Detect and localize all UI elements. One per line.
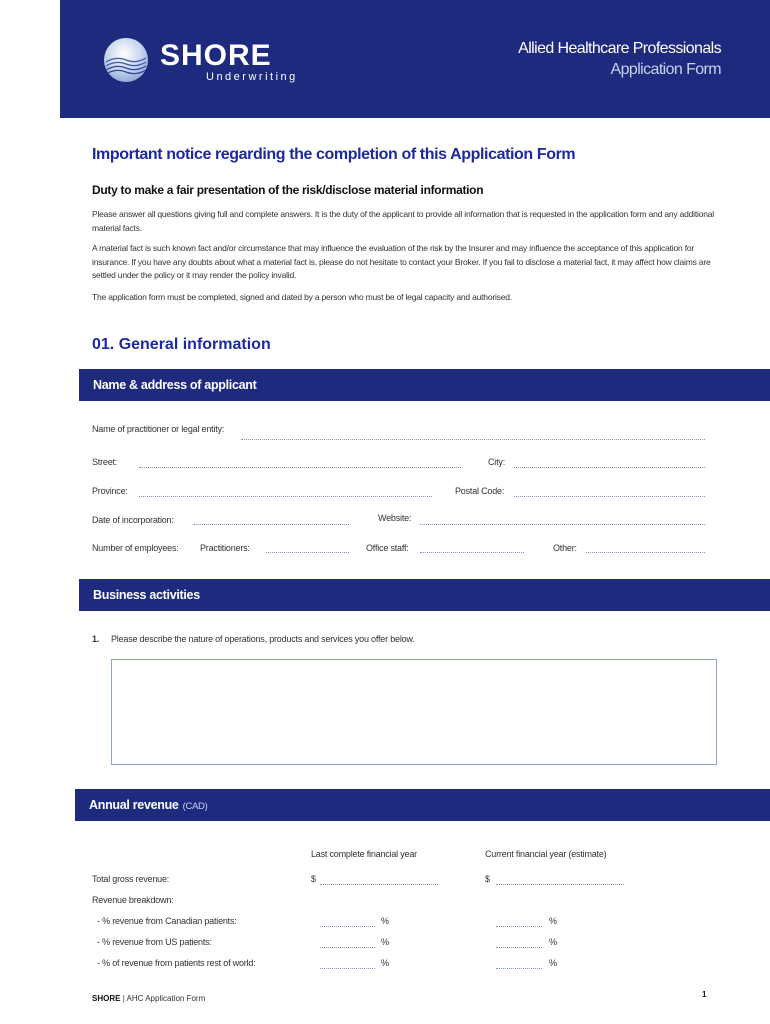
province-label: Province: xyxy=(92,486,128,496)
province-field[interactable] xyxy=(139,496,432,497)
percent-sign: % xyxy=(549,958,557,968)
other-label: Other: xyxy=(553,543,577,553)
world-percent-current-field[interactable] xyxy=(496,968,542,969)
gross-revenue-last-field[interactable] xyxy=(320,884,438,885)
postal-code-field[interactable] xyxy=(514,496,705,497)
section-band-business xyxy=(79,579,770,611)
page-number: 1 xyxy=(702,990,707,999)
question-number: 1. xyxy=(92,634,100,644)
question-text: Please describe the nature of operations, products and services you offer below. xyxy=(111,634,415,644)
notice-paragraph: Please answer all questions giving full and complete answers. It is the duty of the applicant to provide all information that is requested in the application form and any additional material facts. xyxy=(92,209,714,233)
office-staff-field[interactable] xyxy=(420,552,524,553)
employees-label: Number of employees: xyxy=(92,543,179,553)
city-field[interactable] xyxy=(514,467,705,468)
notice-paragraph: The application form must be completed, signed and dated by a person who must be of legal capacity and authorised. xyxy=(92,292,512,302)
percent-sign: % xyxy=(381,916,389,926)
postal-code-label: Postal Code: xyxy=(455,486,505,496)
percent-sign: % xyxy=(549,916,557,926)
duty-heading: Duty to make a fair presentation of the risk/disclose material information xyxy=(92,183,484,197)
other-field[interactable] xyxy=(586,552,705,553)
section-band-applicant xyxy=(79,369,770,401)
canada-percent-last-field[interactable] xyxy=(320,926,375,927)
currency-symbol: $ xyxy=(485,874,490,884)
practitioners-field[interactable] xyxy=(266,552,349,553)
gross-revenue-label: Total gross revenue: xyxy=(92,874,170,884)
gross-revenue-current-field[interactable] xyxy=(496,884,624,885)
practitioners-label: Practitioners: xyxy=(200,543,250,553)
percent-sign: % xyxy=(381,958,389,968)
website-field[interactable] xyxy=(420,524,705,525)
breakdown-label: Revenue breakdown: xyxy=(92,895,174,905)
shore-logo-icon xyxy=(104,38,148,82)
us-percent-last-field[interactable] xyxy=(320,947,375,948)
band-title-wrap xyxy=(89,798,207,812)
header-subtitle: Application Form xyxy=(610,61,721,78)
currency-symbol: $ xyxy=(311,874,316,884)
website-label: Website: xyxy=(378,513,412,523)
col-header-last-year: Last complete financial year xyxy=(311,849,417,859)
notice-title: Important notice regarding the completion of this Application Form xyxy=(92,146,576,163)
band-title: Business activities xyxy=(93,588,200,602)
revenue-row-label: - % revenue from Canadian patients: xyxy=(97,916,237,926)
logo-wordmark: SHORE xyxy=(160,39,272,72)
footer-label xyxy=(92,994,205,1003)
band-title: Annual revenue xyxy=(89,798,179,812)
incorporation-label: Date of incorporation: xyxy=(92,515,174,525)
band-unit: (CAD) xyxy=(182,801,208,812)
col-header-current-year: Current financial year (estimate) xyxy=(485,849,607,859)
revenue-row-label: - % of revenue from patients rest of world: xyxy=(97,958,256,968)
percent-sign: % xyxy=(549,937,557,947)
operations-textarea[interactable] xyxy=(111,659,717,765)
city-label: City: xyxy=(488,457,506,467)
incorporation-field[interactable] xyxy=(193,524,349,525)
revenue-row-label: - % revenue from US patients: xyxy=(97,937,212,947)
street-label: Street: xyxy=(92,457,118,467)
notice-paragraph: A material fact is such known fact and/or circumstance that may influence the evaluation of the risk by the Insurer and may influence the acceptance of this application for insurance. If you have any doubts about what a material fact is, please do not hesitate to contact your Broker. If you fail to disclose a material fact, it may affect how claims are settled under the policy or it may render the policy invalid. xyxy=(92,243,711,280)
us-percent-current-field[interactable] xyxy=(496,947,542,948)
canada-percent-current-field[interactable] xyxy=(496,926,542,927)
band-title: Name & address of applicant xyxy=(93,378,257,392)
section-title: 01. General information xyxy=(92,336,271,353)
percent-sign: % xyxy=(381,937,389,947)
street-field[interactable] xyxy=(139,467,461,468)
name-field[interactable] xyxy=(241,439,705,440)
world-percent-last-field[interactable] xyxy=(320,968,375,969)
footer-brand: SHORE xyxy=(92,994,121,1003)
office-staff-label: Office staff: xyxy=(366,543,409,553)
section-band-revenue xyxy=(75,789,770,821)
logo-subtitle: Underwriting xyxy=(206,71,298,83)
header-title: Allied Healthcare Professionals xyxy=(518,40,721,57)
footer-doc: | AHC Application Form xyxy=(122,994,206,1003)
name-label: Name of practitioner or legal entity: xyxy=(92,424,225,434)
